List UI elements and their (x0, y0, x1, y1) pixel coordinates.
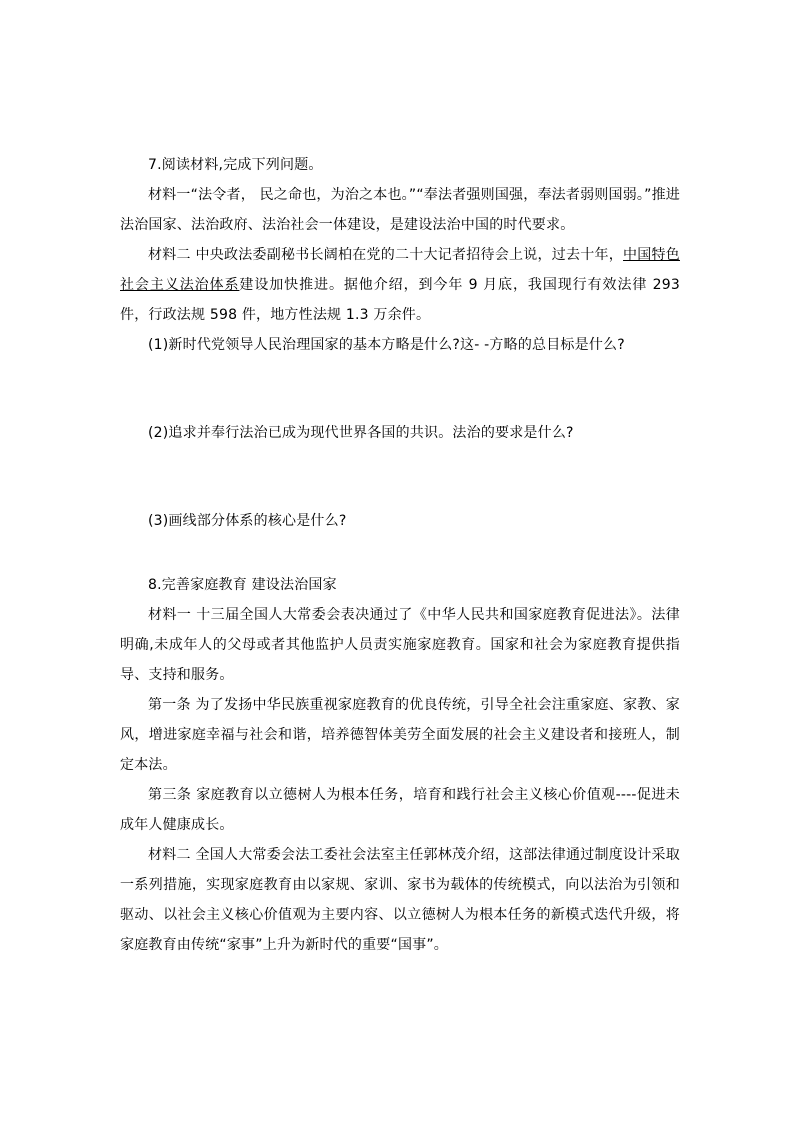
q8-material-2: 材料二 全国人大常委会法工委社会法室主任郭林茂介绍，这部法律通过制度设计采取一系列措施，实现家庭教育由以家规、家训、家书为载体的传统模式，向以法治为引领和驱动、以社会主义核心价值观为主要内容、以立德树人为根本任务的新模式迭代升级，将家庭教育由传统“家事”上升为新时代的重要“国事”。 (120, 847, 680, 953)
q7-material-2-tail: 建设加快推进。据他介绍，到今年 9 月底，我国现行有效法律 293 件，行政法规 598 件，地方性法规 1.3 万余件。 (120, 277, 680, 323)
answer-space (120, 536, 680, 570)
q7-material-2-lead: 材料二 中央政法委副秘书长阔柏在党的二十大记者招待会上说，过去十年， (148, 247, 624, 263)
q8-article-3: 第三条 家庭教育以立德树人为根本任务，培育和践行社会主义核心价值观----促进未成年人健康成长。 (120, 787, 680, 833)
q8-material-1: 材料一 十三届全国人大常委会表决通过了《中华人民共和国家庭教育促进法》。法律明确,未成年人的父母或者其他监护人员责实施家庭教育。国家和社会为家庭教育提供指导、支持和服务。 (120, 607, 680, 683)
answer-space (120, 360, 680, 418)
answer-space (120, 448, 680, 506)
q7-material-1: 材料一“法令者， 民之命也，为治之本也。”“奉法者强则国强，奉法者弱则国弱。”推进法治国家、法治政府、法治社会一体建设，是建设法治中国的时代要求。 (120, 187, 680, 233)
q8-article-1: 第一条 为了发扬中华民族重视家庭教育的优良传统，引导全社会注重家庭、家教、家风，增进家庭幸福与社会和谐，培养德智体美劳全面发展的社会主义建设者和接班人，制定本法。 (120, 697, 680, 773)
q7-underlined-phrase: 中国特色社会主义法治体系 (120, 247, 680, 293)
q7-subquestion-3: (3)画线部分体系的核心是什么? (148, 513, 347, 529)
q7-subquestion-1: (1)新时代党领导人民治理国家的基本方略是什么?这- -方略的总目标是什么? (148, 337, 625, 353)
q7-material-2 (120, 240, 680, 330)
document-body (120, 150, 680, 960)
question-7-title: 7.阅读材料,完成下列问题。 (148, 157, 323, 173)
q7-subquestion-2: (2)追求并奉行法治已成为现代世界各国的共识。法治的要求是什么? (148, 425, 574, 441)
question-8-title: 8.完善家庭教育 建设法治国家 (148, 577, 337, 593)
